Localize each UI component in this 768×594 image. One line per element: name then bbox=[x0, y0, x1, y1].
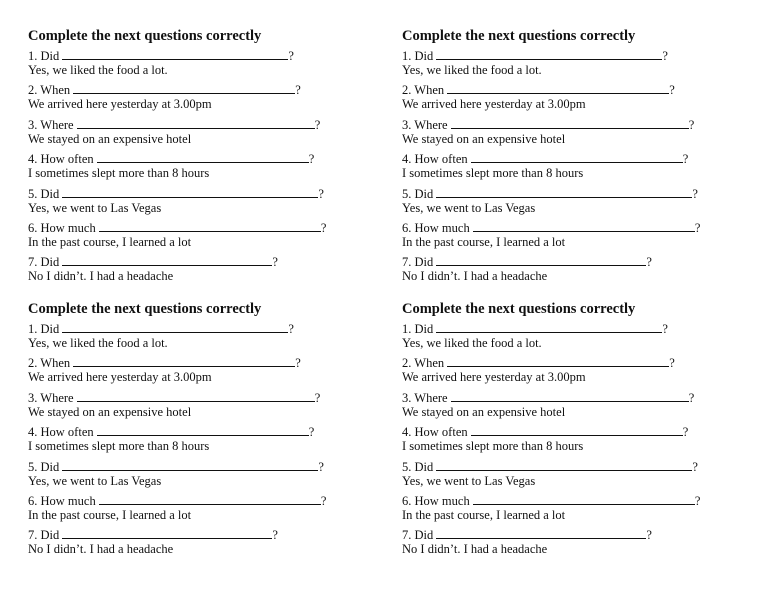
question-prompt: 2. When bbox=[28, 356, 71, 371]
given-answer: I sometimes slept more than 8 hours bbox=[28, 166, 210, 181]
question-item bbox=[402, 48, 732, 82]
question-prompt: 3. Where bbox=[402, 117, 448, 132]
given-answer: I sometimes slept more than 8 hours bbox=[28, 439, 210, 454]
question-line bbox=[28, 321, 358, 336]
question-item bbox=[402, 254, 732, 288]
question-mark: ? bbox=[288, 49, 294, 63]
question-item bbox=[402, 390, 732, 424]
question-line bbox=[402, 527, 732, 542]
given-answer: No I didn’t. I had a headache bbox=[402, 542, 548, 557]
answer-blank[interactable] bbox=[436, 254, 646, 266]
given-answer: We arrived here yesterday at 3.00pm bbox=[402, 370, 586, 385]
given-answer: We stayed on an expensive hotel bbox=[28, 131, 192, 146]
question-line bbox=[402, 321, 732, 336]
question-item bbox=[28, 459, 358, 493]
worksheet-title: Complete the next questions correctly bbox=[28, 28, 262, 44]
question-mark: ? bbox=[692, 186, 698, 201]
question-mark: ? bbox=[288, 322, 294, 336]
question-prompt: 1. Did bbox=[402, 49, 434, 63]
answer-blank[interactable] bbox=[447, 82, 669, 94]
question-line bbox=[28, 493, 358, 508]
question-prompt: 3. Where bbox=[402, 390, 448, 405]
question-line bbox=[402, 48, 732, 63]
question-prompt: 1. Did bbox=[402, 322, 434, 336]
answer-blank[interactable] bbox=[471, 151, 683, 163]
answer-blank[interactable] bbox=[62, 254, 272, 266]
question-mark: ? bbox=[669, 83, 675, 98]
worksheet-block bbox=[402, 28, 732, 289]
given-answer: Yes, we went to Las Vegas bbox=[28, 200, 162, 215]
question-mark: ? bbox=[295, 83, 301, 98]
question-prompt: 4. How often bbox=[402, 152, 468, 167]
question-mark: ? bbox=[320, 493, 327, 508]
question-line bbox=[28, 459, 358, 474]
question-item bbox=[402, 220, 732, 254]
question-item bbox=[402, 117, 732, 151]
question-prompt: 4. How often bbox=[402, 425, 468, 440]
question-prompt: 7. Did bbox=[402, 528, 434, 543]
answer-blank[interactable] bbox=[471, 424, 683, 436]
answer-blank[interactable] bbox=[436, 186, 692, 198]
given-answer: We arrived here yesterday at 3.00pm bbox=[402, 97, 586, 112]
worksheet-title: Complete the next questions correctly bbox=[402, 28, 636, 44]
question-line bbox=[402, 424, 732, 439]
question-item bbox=[28, 321, 358, 355]
given-answer: We arrived here yesterday at 3.00pm bbox=[28, 370, 212, 385]
question-mark: ? bbox=[662, 322, 668, 336]
question-line bbox=[28, 220, 358, 235]
answer-blank[interactable] bbox=[62, 48, 288, 60]
question-mark: ? bbox=[272, 528, 278, 543]
question-prompt: 1. Did bbox=[28, 49, 60, 63]
question-prompt: 5. Did bbox=[28, 186, 60, 201]
given-answer: No I didn’t. I had a headache bbox=[28, 269, 174, 284]
question-mark: ? bbox=[688, 390, 695, 405]
worksheet-block bbox=[402, 301, 732, 562]
question-prompt: 6. How much bbox=[402, 493, 470, 508]
question-prompt: 1. Did bbox=[28, 322, 60, 336]
question-mark: ? bbox=[646, 255, 652, 270]
question-item bbox=[402, 151, 732, 185]
answer-blank[interactable] bbox=[451, 117, 689, 129]
question-line bbox=[402, 117, 732, 132]
question-item bbox=[28, 117, 358, 151]
question-line bbox=[28, 82, 358, 97]
answer-blank[interactable] bbox=[436, 459, 692, 471]
question-mark: ? bbox=[314, 390, 321, 405]
answer-blank[interactable] bbox=[62, 186, 318, 198]
question-line bbox=[402, 186, 732, 201]
question-item bbox=[28, 390, 358, 424]
given-answer: Yes, we liked the food a lot. bbox=[28, 63, 168, 77]
question-line bbox=[402, 459, 732, 474]
given-answer: Yes, we liked the food a lot. bbox=[402, 336, 542, 350]
question-item bbox=[28, 493, 358, 527]
given-answer: Yes, we went to Las Vegas bbox=[28, 473, 162, 488]
question-prompt: 4. How often bbox=[28, 152, 94, 167]
question-line bbox=[402, 151, 732, 166]
question-prompt: 2. When bbox=[402, 356, 445, 371]
question-line bbox=[28, 117, 358, 132]
question-item bbox=[402, 82, 732, 116]
worksheet-block bbox=[28, 301, 358, 562]
question-item bbox=[402, 186, 732, 220]
question-mark: ? bbox=[272, 255, 278, 270]
question-item bbox=[402, 424, 732, 458]
given-answer: In the past course, I learned a lot bbox=[28, 234, 192, 249]
answer-blank[interactable] bbox=[73, 82, 295, 94]
answer-blank[interactable] bbox=[436, 48, 662, 60]
question-prompt: 5. Did bbox=[402, 459, 434, 474]
question-line bbox=[402, 254, 732, 269]
answer-blank[interactable] bbox=[62, 459, 318, 471]
given-answer: We stayed on an expensive hotel bbox=[402, 131, 566, 146]
question-item bbox=[402, 321, 732, 355]
answer-blank[interactable] bbox=[436, 527, 646, 539]
worksheet-title: Complete the next questions correctly bbox=[28, 301, 262, 317]
question-item bbox=[28, 151, 358, 185]
question-mark: ? bbox=[682, 152, 689, 167]
worksheet-title: Complete the next questions correctly bbox=[402, 301, 636, 317]
question-item bbox=[28, 186, 358, 220]
question-line bbox=[28, 355, 358, 370]
given-answer: I sometimes slept more than 8 hours bbox=[402, 439, 584, 454]
given-answer: Yes, we went to Las Vegas bbox=[402, 200, 536, 215]
question-mark: ? bbox=[320, 220, 327, 235]
question-mark: ? bbox=[662, 49, 668, 63]
question-mark: ? bbox=[314, 117, 321, 132]
question-mark: ? bbox=[295, 356, 301, 371]
question-prompt: 7. Did bbox=[28, 528, 60, 543]
given-answer: No I didn’t. I had a headache bbox=[28, 542, 174, 557]
answer-blank[interactable] bbox=[62, 527, 272, 539]
question-line bbox=[402, 220, 732, 235]
question-prompt: 6. How much bbox=[402, 220, 470, 235]
answer-blank[interactable] bbox=[77, 117, 315, 129]
answer-blank[interactable] bbox=[473, 493, 695, 505]
question-prompt: 6. How much bbox=[28, 220, 96, 235]
question-line bbox=[402, 390, 732, 405]
given-answer: I sometimes slept more than 8 hours bbox=[402, 166, 584, 181]
question-item bbox=[402, 355, 732, 389]
question-prompt: 2. When bbox=[28, 83, 71, 98]
question-item bbox=[402, 459, 732, 493]
worksheet-block bbox=[28, 28, 358, 289]
question-line bbox=[28, 48, 358, 63]
question-line bbox=[402, 82, 732, 97]
answer-blank[interactable] bbox=[447, 355, 669, 367]
question-mark: ? bbox=[694, 220, 701, 235]
question-item bbox=[28, 220, 358, 254]
given-answer: Yes, we liked the food a lot. bbox=[28, 336, 168, 350]
given-answer: In the past course, I learned a lot bbox=[28, 507, 192, 522]
given-answer: No I didn’t. I had a headache bbox=[402, 269, 548, 284]
given-answer: In the past course, I learned a lot bbox=[402, 507, 566, 522]
question-mark: ? bbox=[692, 459, 698, 474]
answer-blank[interactable] bbox=[436, 321, 662, 333]
question-prompt: 5. Did bbox=[402, 186, 434, 201]
question-prompt: 6. How much bbox=[28, 493, 96, 508]
question-mark: ? bbox=[688, 117, 695, 132]
question-item bbox=[28, 254, 358, 288]
question-prompt: 2. When bbox=[402, 83, 445, 98]
question-line bbox=[28, 424, 358, 439]
answer-blank[interactable] bbox=[473, 220, 695, 232]
question-line bbox=[402, 493, 732, 508]
question-prompt: 4. How often bbox=[28, 425, 94, 440]
question-prompt: 5. Did bbox=[28, 459, 60, 474]
question-item bbox=[402, 527, 732, 561]
answer-blank[interactable] bbox=[62, 321, 288, 333]
question-prompt: 3. Where bbox=[28, 390, 74, 405]
question-line bbox=[28, 527, 358, 542]
question-mark: ? bbox=[318, 186, 324, 201]
question-mark: ? bbox=[308, 425, 315, 440]
answer-blank[interactable] bbox=[451, 390, 689, 402]
question-line bbox=[28, 254, 358, 269]
given-answer: We stayed on an expensive hotel bbox=[28, 404, 192, 419]
question-item bbox=[28, 355, 358, 389]
question-prompt: 3. Where bbox=[28, 117, 74, 132]
answer-blank[interactable] bbox=[73, 355, 295, 367]
question-mark: ? bbox=[694, 493, 701, 508]
given-answer: In the past course, I learned a lot bbox=[402, 234, 566, 249]
answer-blank[interactable] bbox=[77, 390, 315, 402]
answer-blank[interactable] bbox=[97, 151, 309, 163]
answer-blank[interactable] bbox=[97, 424, 309, 436]
given-answer: We stayed on an expensive hotel bbox=[402, 404, 566, 419]
question-mark: ? bbox=[308, 152, 315, 167]
question-line bbox=[28, 186, 358, 201]
question-mark: ? bbox=[669, 356, 675, 371]
question-item bbox=[28, 424, 358, 458]
answer-blank[interactable] bbox=[99, 493, 321, 505]
question-mark: ? bbox=[646, 528, 652, 543]
question-mark: ? bbox=[682, 425, 689, 440]
question-prompt: 7. Did bbox=[402, 255, 434, 270]
question-item bbox=[28, 48, 358, 82]
given-answer: Yes, we liked the food a lot. bbox=[402, 63, 542, 77]
question-line bbox=[28, 390, 358, 405]
question-line bbox=[28, 151, 358, 166]
question-item bbox=[28, 82, 358, 116]
question-item bbox=[402, 493, 732, 527]
given-answer: Yes, we went to Las Vegas bbox=[402, 473, 536, 488]
question-item bbox=[28, 527, 358, 561]
question-mark: ? bbox=[318, 459, 324, 474]
question-prompt: 7. Did bbox=[28, 255, 60, 270]
given-answer: We arrived here yesterday at 3.00pm bbox=[28, 97, 212, 112]
question-line bbox=[402, 355, 732, 370]
answer-blank[interactable] bbox=[99, 220, 321, 232]
